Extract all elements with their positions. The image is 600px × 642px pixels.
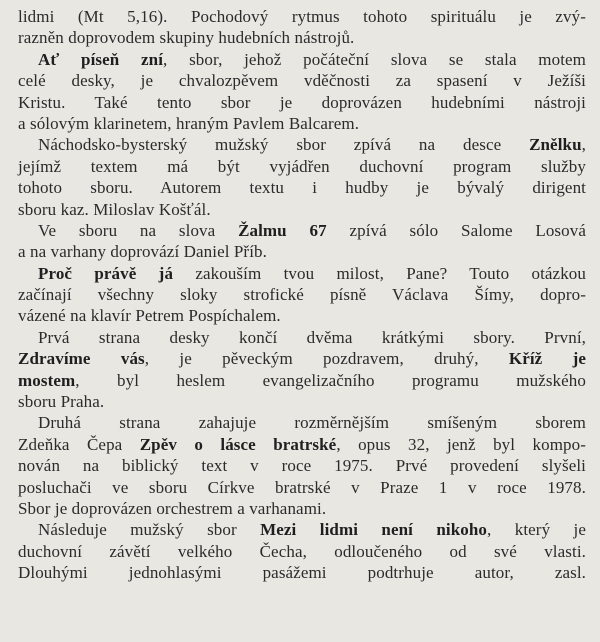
text-line <box>18 455 586 476</box>
text-segment: Zdeňka Čepa <box>18 434 140 454</box>
text-line <box>18 391 586 412</box>
text-segment: Druhá strana zahajuje rozměrnějším smíšeným sborem <box>38 413 586 433</box>
bold-title: Žalmu 67 <box>238 220 327 240</box>
bold-title: Kříž je <box>508 349 586 369</box>
text-segment: Následuje mužský sbor <box>38 520 261 540</box>
text-line <box>18 327 586 348</box>
bold-title: Znělku <box>529 135 582 155</box>
text-segment: nován na biblický text v roce 1975. Prvé provedení slyšeli <box>18 456 586 476</box>
text-segment: Ve sboru na slova <box>38 220 239 240</box>
text-line <box>18 6 586 27</box>
text-segment: Kristu. Také tento sbor je doprovázen hudebními nástroji <box>18 92 586 112</box>
text-segment: jejímž textem má být vyjádřen duchovní program služby <box>18 156 586 176</box>
bold-title: Mezi lidmi není nikoho <box>260 520 488 540</box>
text-line <box>18 284 586 305</box>
text-line <box>18 498 586 519</box>
text-segment: , byl heslem evangelizačního programu mužského <box>75 370 586 390</box>
text-segment: zpívá sólo Salome Losová <box>326 220 586 240</box>
text-line <box>18 134 586 155</box>
text-segment: , <box>581 135 586 155</box>
text-line <box>18 348 586 369</box>
text-line <box>18 92 586 113</box>
text-segment: vázené na klavír Petrem Pospíchalem. <box>18 306 281 326</box>
text-line <box>18 477 586 498</box>
text-segment: sboru kaz. Miloslav Košťál. <box>18 199 211 219</box>
text-segment: Prvá strana desky končí dvěma krátkými sbory. První, <box>38 327 586 347</box>
text-line <box>18 156 586 177</box>
bold-title: Proč právě já <box>38 263 174 283</box>
text-line <box>18 519 586 540</box>
text-segment: duchovní závětí velkého Čecha, odloučeného od své vlasti. <box>18 541 586 561</box>
text-segment: , který je <box>487 520 587 540</box>
text-line <box>18 434 586 455</box>
text-segment: Sbor je doprovázen orchestrem a varhanami. <box>18 498 327 518</box>
bold-title: Zpěv o lásce bratrské <box>139 434 337 454</box>
text-line <box>18 199 586 220</box>
text-line <box>18 49 586 70</box>
bold-title: mostem <box>18 370 76 390</box>
text-segment: lidmi (Mt 5,16). Pochodový rytmus tohoto spirituálu je zvý- <box>18 7 586 26</box>
text-segment: Dlouhými jednohlasými pasážemi podtrhuje autor, zasl. <box>18 563 586 583</box>
text-line <box>18 177 586 198</box>
text-segment: sboru Praha. <box>18 392 105 412</box>
text-line <box>18 27 586 48</box>
text-segment: , je pěveckým pozdravem, druhý, <box>144 349 509 369</box>
text-line <box>18 220 586 241</box>
text-segment: razněn doprovodem skupiny hudebních nástrojů. <box>18 28 355 48</box>
text-segment: zakouším tvou milost, Pane? Touto otázkou <box>173 263 586 283</box>
text-line <box>18 113 586 134</box>
text-segment: tohoto sboru. Autorem textu i hudby je bývalý dirigent <box>18 178 586 198</box>
text-line <box>18 305 586 326</box>
text-line <box>18 541 586 562</box>
text-segment: a sólovým klarinetem, hraným Pavlem Balcarem. <box>18 113 360 133</box>
text-line <box>18 370 586 391</box>
text-line <box>18 263 586 284</box>
text-segment: Náchodsko-bysterský mužský sbor zpívá na desce <box>38 135 530 155</box>
text-line <box>18 412 586 433</box>
text-line <box>18 562 586 583</box>
text-segment: , opus 32, jenž byl kompo- <box>336 434 586 454</box>
bold-title: Ať píseň zní <box>38 49 164 69</box>
text-line <box>18 241 586 262</box>
text-segment: , sbor, jehož počáteční slova se stala motem <box>163 49 586 69</box>
text-segment: a na varhany doprovází Daniel Příb. <box>18 242 267 262</box>
text-line <box>18 70 586 91</box>
text-segment: posluchači ve sboru Církve bratrské v Praze 1 v roce 1978. <box>18 477 586 497</box>
bold-title: Zdravíme vás <box>18 349 145 369</box>
text-segment: začínají všechny sloky strofické písně Václava Šímy, dopro- <box>18 285 586 305</box>
text-segment: celé desky, je chvalozpěvem vděčnosti za spasení v Ježíši <box>18 71 586 91</box>
